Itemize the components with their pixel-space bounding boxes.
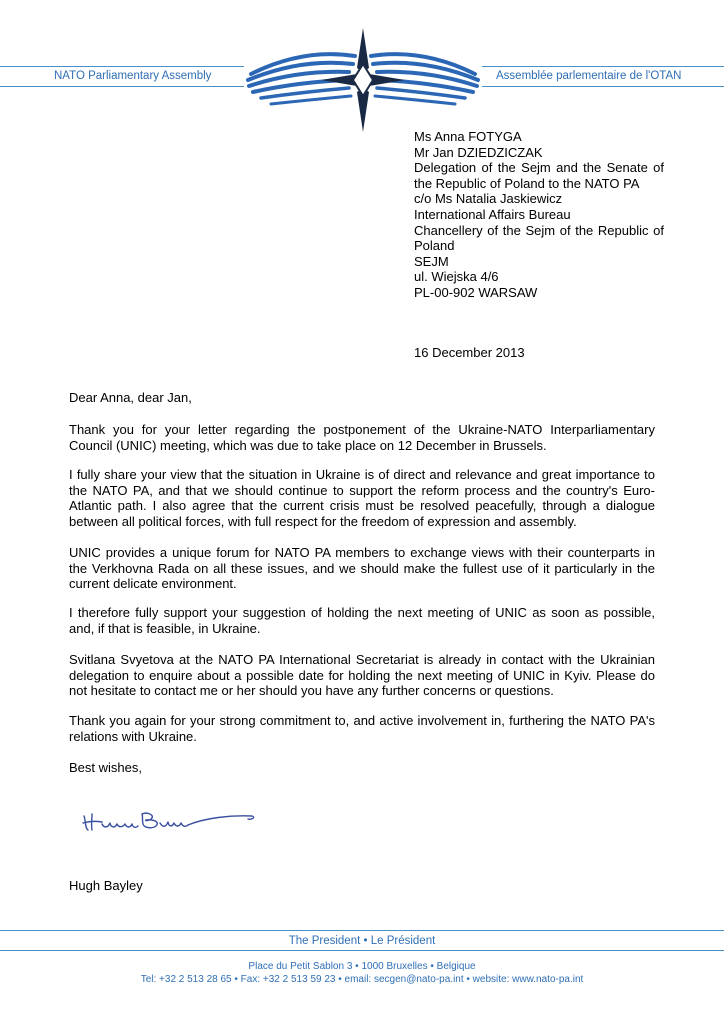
footer-rule-bottom [0, 950, 724, 951]
paragraph-6: Thank you again for your strong commitment to, and active involvement in, furthering the NATO PA's relations with Ukraine. [69, 713, 655, 744]
recipient-line: International Affairs Bureau [414, 206, 571, 222]
footer-contact: Tel: +32 2 513 28 65 • Fax: +32 2 513 59 23 • email: secgen@nato-pa.int • website: www.nato-pa.int [140, 974, 584, 985]
nato-pa-logo-icon [243, 28, 483, 132]
header-rule-left-top [0, 66, 244, 67]
paragraph-5: Svitlana Svyetova at the NATO PA International Secretariat is already in contact with the Ukrainian delegation to enquire about a possible date for holding the next meeting of UNIC in Kyiv. Please do not hesitate to contact me or her should you have any further concerns or questions. [69, 652, 655, 699]
recipient-line: Mr Jan DZIEDZICZAK [414, 144, 543, 160]
letter-date: 16 December 2013 [414, 345, 525, 360]
closing: Best wishes, [69, 760, 142, 775]
recipient-line: SEJM [414, 253, 449, 269]
footer-address: Place du Petit Sablon 3 • 1000 Bruxelles • Belgique [248, 961, 476, 972]
handwritten-signature-icon [80, 806, 260, 836]
paragraph-2: I fully share your view that the situation in Ukraine is of direct and relevance and great importance to the NATO PA, and that we should continue to support the reform process and the country's Euro-Atlantic path. I also agree that the current crisis must be resolved peacefully, through a dialogue between all political forces, with full respect for the freedom of expression and assembly. [69, 467, 655, 529]
paragraph-4: I therefore fully support your suggestion of holding the next meeting of UNIC as soon as possible, and, if that is feasible, in Ukraine. [69, 605, 655, 636]
header-rule-right-bottom [482, 86, 724, 87]
recipient-line: Chancellery of the Sejm of the Republic of Poland [414, 222, 664, 254]
salutation: Dear Anna, dear Jan, [69, 390, 192, 405]
recipient-line: PL-00-902 WARSAW [414, 284, 538, 300]
signatory-name: Hugh Bayley [69, 878, 143, 893]
recipient-line: Ms Anna FOTYGA [414, 129, 522, 144]
recipient-line: Delegation of the Sejm and the Senate of the Republic of Poland to the NATO PA [414, 160, 664, 191]
recipient-address [414, 129, 664, 301]
org-name-en: NATO Parliamentary Assembly [54, 70, 212, 82]
org-name-fr: Assemblée parlementaire de l'OTAN [496, 70, 682, 82]
footer-title: The President • Le Président [288, 935, 436, 947]
recipient-line: c/o Ms Natalia Jaskiewicz [414, 191, 563, 207]
header-rule-left-bottom [0, 86, 244, 87]
footer-rule-top [0, 930, 724, 931]
header-rule-right-top [482, 66, 724, 67]
recipient-line: ul. Wiejska 4/6 [414, 269, 499, 285]
paragraph-3: UNIC provides a unique forum for NATO PA members to exchange views with their counterparts in the Verkhovna Rada on all these issues, and we should make the fullest use of it particularly in the current delicate environment. [69, 545, 655, 592]
paragraph-1: Thank you for your letter regarding the postponement of the Ukraine-NATO Interparliamentary Council (UNIC) meeting, which was due to take place on 12 December in Brussels. [69, 422, 655, 453]
